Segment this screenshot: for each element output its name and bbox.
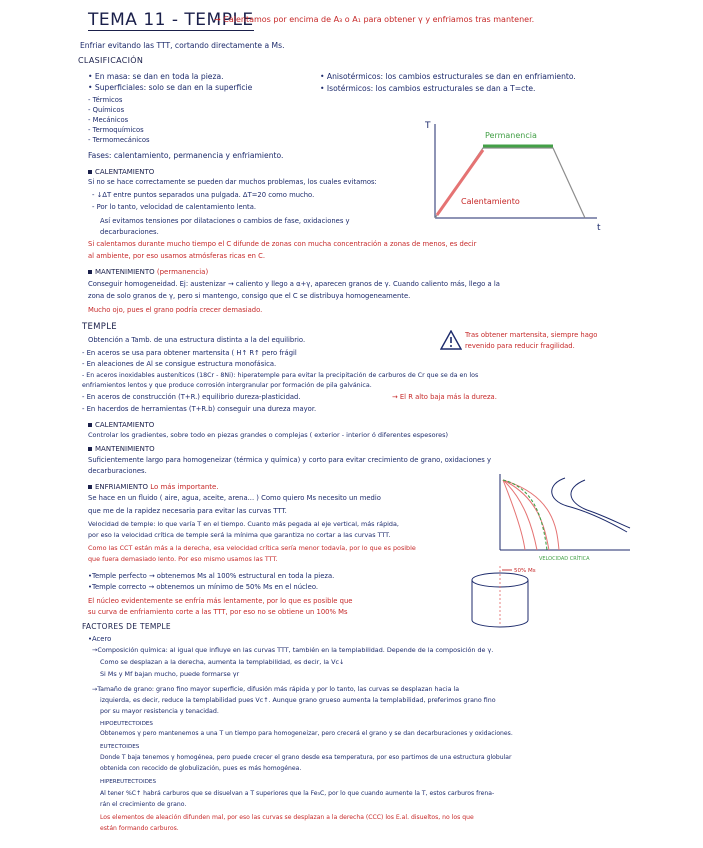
- calentamiento-label: Calentamiento: [461, 197, 520, 206]
- acero-label: •Acero: [88, 635, 112, 643]
- cooling-curve: [503, 480, 559, 550]
- cycle-outline: [435, 148, 585, 218]
- mantenimiento-line: zona de solo granos de γ, pero si mantengo, consigo que el C se distribuya homogeneamente.: [88, 292, 411, 300]
- fases-text: Fases: calentamiento, permanencia y enfriamiento.: [88, 151, 284, 160]
- temple-intro: Obtención a Tamb. de una estructura distinta a la del equilibrio.: [88, 336, 306, 344]
- critical-velocity-label: VELOCIDAD CRÍTICA: [539, 556, 590, 562]
- enfriamiento-red-line: que fuera demasiado lento. Por eso mismo usamos las TTT.: [88, 555, 278, 563]
- enfriamiento-line: Se hace en un fluido ( aire, agua, aceite, arena... ) Como quiero Ms necesito un medio: [88, 494, 381, 502]
- square-bullet-icon: [88, 447, 92, 451]
- square-bullet-icon: [88, 170, 92, 174]
- calentamiento-line: - ↓ΔT entre puntos separados una pulgada. ΔT=20 como mucho.: [92, 191, 315, 199]
- chart1-x-label: t: [597, 223, 601, 233]
- mantenimiento2-line: decarburaciones.: [88, 467, 147, 475]
- enfriamiento-heading: [88, 483, 219, 492]
- mantenimiento-heading-note: (permanencia): [156, 268, 209, 276]
- square-bullet-icon: [88, 423, 92, 427]
- type-item: - Térmicos: [88, 96, 123, 104]
- page-title: TEMA 11 - TEMPLE: [88, 10, 254, 30]
- calentamiento-line: - Por lo tanto, velocidad de calentamiento lenta.: [92, 203, 257, 211]
- hipereutectoides-line: Al tener %C↑ habrá carburos que se disuelvan a T superiores que la Fe₃C, por lo que cuando aumente la T, estos carburos frena-: [100, 790, 495, 797]
- composicion-line: Como se desplazan a la derecha, aumenta la templabilidad, es decir, la Vc↓: [100, 658, 345, 666]
- calentamiento2-line: Controlar los gradientes, sobre todo en piezas grandes o complejas ( exterior - interior ó diferentes espesores): [88, 431, 449, 439]
- permanencia-label: Permanencia: [485, 131, 537, 140]
- enfriamiento-red-line2: El núcleo evidentemente se enfría más lentamente, por lo que es posible que: [88, 597, 353, 605]
- hipoeutectoides-heading: HIPOEUTECTOIDES: [100, 721, 153, 727]
- enfriamiento-heading-text: ENFRIAMIENTO: [95, 483, 148, 491]
- warning-icon: [440, 330, 462, 350]
- enfriamiento-red-line: Como las CCT están más a la derecha, esa velocidad crítica sería menor todavía, por lo que es posible: [88, 544, 416, 552]
- mantenimiento-heading-text: MANTENIMIENTO: [95, 268, 155, 276]
- mantenimiento-line: Conseguir homogeneidad. Ej: austenizar → caliento y llego a α+γ, aparecen granos de γ. Cuando caliento más, llego a la: [88, 280, 500, 288]
- temple-line: - En aleaciones de Al se consigue estructura monofásica.: [82, 360, 277, 368]
- warning-text: Tras obtener martensita, siempre hago: [465, 331, 598, 339]
- type-item: - Termoquímicos: [88, 126, 144, 134]
- temple-line: - En aceros de construcción (T+R.) equilibrio dureza-plasticidad.: [82, 393, 301, 401]
- calentamiento-line: Así evitamos tensiones por dilataciones o cambios de fase, oxidaciones y: [100, 217, 350, 225]
- calentamiento-red-line: al ambiente, por eso usamos atmósferas ricas en C.: [88, 252, 266, 260]
- heat-cycle-chart: [425, 118, 615, 233]
- temple-line: enfriamientos lentos y que produce corrosión intergranular por formación de pila galvánica.: [82, 382, 372, 389]
- page-subtitle: → Calentamos por encima de A₃ o A₁ para obtener γ y enfriamos tras mantener.: [214, 15, 535, 24]
- temple-correcto: •Temple correcto → obtenemos un mínimo de 50% Ms en el núcleo.: [88, 583, 319, 591]
- cooling-curve: [503, 480, 525, 550]
- factores-red-line: Los elementos de aleación difunden mal, por eso las curvas se desplazan a la derecha (CCC) los E.al. disueltos, no los que: [100, 814, 474, 821]
- enfriamiento-line: Velocidad de temple: lo que varía T en el tiempo. Cuanto más pegada al eje vertical, más rápida,: [88, 520, 399, 528]
- enfriamiento-line: que me de la rapidez necesaria para evitar las curvas TTT.: [88, 507, 287, 515]
- calentamiento-heading-text: CALENTAMIENTO: [95, 168, 155, 176]
- calentamiento2-heading-text: CALENTAMIENTO: [95, 421, 155, 429]
- enfriamiento-red-line2: su curva de enfriamiento corte a las TTT, por eso no se obtiene un 100% Ms: [88, 608, 348, 616]
- intro-text: Enfriar evitando las TTT, cortando directamente a Ms.: [80, 41, 285, 50]
- superficiales-text: • Superficiales: solo se dan en la superficie: [88, 83, 253, 92]
- calentamiento-line: decarburaciones.: [100, 228, 159, 236]
- mantenimiento2-line: Suficientemente largo para homogeneizar (térmica y química) y corto para evitar crecimiento de grano, oxidaciones y: [88, 456, 491, 464]
- square-bullet-icon: [88, 485, 92, 489]
- composicion-line: →Composición química: al igual que influye en las curvas TTT, también en la templabilidad. Depende de la composición de γ.: [92, 646, 494, 654]
- ralto-note: → El R alto baja más la dureza.: [392, 393, 497, 401]
- ttt-curve-start: [552, 478, 627, 532]
- temple-line: - En aceros se usa para obtener martensita ( H↑ R↑ pero frágil: [82, 349, 297, 357]
- mantenimiento2-heading: [88, 445, 155, 454]
- factores-red-line: están formando carburos.: [100, 825, 179, 832]
- type-item: - Mecánicos: [88, 116, 129, 124]
- en-masa-text: • En masa: se dan en toda la pieza.: [88, 72, 224, 81]
- hipereutectoides-heading: HIPEREUTECTOIDES: [100, 779, 156, 785]
- chart1-y-label: T: [425, 121, 431, 131]
- mantenimiento2-heading-text: MANTENIMIENTO: [95, 445, 155, 453]
- eutectoides-line: Donde T baja tenemos γ homogénea, pero puede crecer el grano desde esa temperatura, por eso partimos de una estructura globular: [100, 754, 512, 761]
- critical-velocity-curve: [503, 480, 547, 550]
- clasificacion-heading: CLASIFICACIÓN: [78, 56, 144, 65]
- tamano-line: por su mayor resistencia y tenacidad.: [100, 708, 219, 715]
- hipoeutectoides-line: Obtenemos γ pero mantenemos a una T un tiempo para homogeneizar, pero crecerá el grano y se dan decarburaciones y oxidaciones.: [100, 730, 513, 737]
- cylinder-diagram: [462, 562, 562, 632]
- warning-text: revenido para reducir fragilidad.: [465, 342, 575, 350]
- enfriamiento-heading-note: Lo más importante.: [150, 483, 219, 491]
- temple-line: - En aceros inoxidables austeníticos (18Cr - 8Ni): hiperatemple para evitar la precipitación de carburos de Cr que se da en los: [82, 372, 479, 379]
- hipereutectoides-line: rán el crecimiento de grano.: [100, 801, 187, 808]
- tamano-line: izquierda, es decir, reduce la templabilidad pues Vc↑. Aunque grano grueso aumenta la templabilidad, preferimos grano fino: [100, 697, 496, 704]
- calentamiento-line: Si no se hace correctamente se pueden dar muchos problemas, los cuales evitamos:: [88, 178, 377, 186]
- eutectoides-line: obtenida con recocido de globulización, pues es más homogénea.: [100, 765, 302, 772]
- enfriamiento-line: por eso la velocidad crítica de temple será la mínima que garantiza no cortar a las curvas TTT.: [88, 531, 391, 539]
- type-item: - Termomecánicos: [88, 136, 150, 144]
- calentamiento-red-line: Si calentamos durante mucho tiempo el C difunde de zonas con mucha concentración a zonas de menos, es decir: [88, 240, 477, 248]
- isotermicos-text: • Isotérmicos: los cambios estructurales se dan a T=cte.: [320, 84, 536, 93]
- temple-heading: TEMPLE: [82, 322, 117, 332]
- temple-line: - En hacerdos de herramientas (T+R.b) conseguir una dureza mayor.: [82, 405, 317, 413]
- type-item: - Químicos: [88, 106, 125, 114]
- calentamiento2-heading: [88, 421, 154, 430]
- square-bullet-icon: [88, 270, 92, 274]
- ttt-curve-end: [571, 480, 630, 528]
- composicion-line: Si Ms y Mf bajan mucho, puede formarse γr: [100, 670, 240, 678]
- calentamiento-heading: [88, 168, 154, 177]
- mantenimiento-heading: [88, 268, 208, 277]
- eutectoides-heading: EUTECTOIDES: [100, 744, 140, 750]
- mantenimiento-red-line: Mucho ojo, pues el grano podría crecer demasiado.: [88, 306, 263, 314]
- tamano-line: →Tamaño de grano: grano fino mayor superficie, difusión más rápida y por lo tanto, las curvas se desplazan hacia la: [92, 686, 460, 693]
- cooling-curve: [503, 480, 549, 550]
- factores-heading: FACTORES DE TEMPLE: [82, 622, 171, 631]
- anisotermicos-text: • Anisotérmicos: los cambios estructurales se dan en enfriamiento.: [320, 72, 576, 81]
- ttt-curves-chart: [495, 470, 635, 565]
- cylinder-label: 50% Ms: [514, 568, 536, 574]
- temple-perfecto: •Temple perfecto → obtenemos Ms al 100% estructural en toda la pieza.: [88, 572, 335, 580]
